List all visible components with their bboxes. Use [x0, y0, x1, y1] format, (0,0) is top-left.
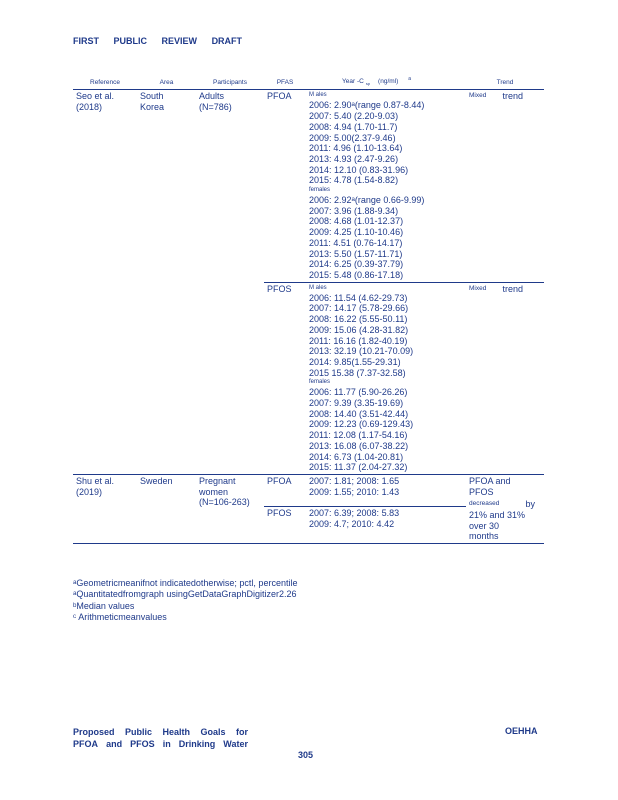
value-line: 2008: 4.94 (1.70-11.7) — [309, 121, 398, 132]
values-cell — [306, 282, 466, 474]
value-line: 2011: 4.96 (1.10-13.64) — [309, 143, 403, 154]
value-line: 2015: 11.37 (2.04-27.32) — [309, 462, 408, 473]
trend-line: over 30 — [469, 520, 500, 531]
participants-line: Pregnant — [199, 475, 236, 486]
footer-word: Health — [162, 727, 191, 737]
value-line: 2007: 1.81; 2008: 1.65 — [309, 475, 400, 486]
value-line: 2009: 4.25 (1.10-10.46) — [309, 227, 404, 238]
value-line: 2009: 5.00(2.37-9.46) — [309, 132, 396, 143]
value-line: 2007: 6.39; 2008: 5.83 — [309, 508, 400, 519]
trend-word: decreased — [469, 500, 500, 508]
col-pfas: PFAS — [264, 74, 306, 90]
draft-word: DRAFT — [211, 36, 243, 46]
participants-line: (N=106-263) — [199, 497, 250, 508]
value-line: 2006: 11.54 (4.62-29.73) — [309, 292, 408, 303]
col-participants: Participants — [196, 74, 264, 90]
trend-line: 21% and 31% — [469, 510, 526, 521]
value-line: 2008: 16.22 (5.55-50.11) — [309, 314, 408, 325]
area-line: South — [140, 91, 164, 102]
col-area: Area — [137, 74, 196, 90]
value-line: 2014: 6.25 (0.39-37.79) — [309, 259, 404, 270]
draft-header — [73, 36, 254, 46]
draft-word: REVIEW — [161, 36, 198, 46]
reference-cell — [73, 90, 137, 475]
footer-word: for — [236, 727, 248, 737]
value-line: 2006: 2.92ᵃ(range 0.66-9.99) — [309, 195, 425, 206]
value-line: 2007: 3.96 (1.88-9.34) — [309, 205, 399, 216]
footer-title-line — [73, 738, 248, 750]
footer-word: PFOS — [130, 739, 155, 749]
pfas-cell: PFOA — [264, 474, 306, 507]
value-line: 2007: 14.17 (5.78-29.66) — [309, 303, 409, 314]
footnote: ᵃGeometricmeanifnot indicatedotherwise; pctl, percentile — [73, 578, 298, 588]
footnote: ᵇMedian values — [73, 600, 135, 611]
trend-cell — [466, 474, 544, 543]
footer-word: Drinking — [178, 739, 216, 749]
participants-line: Adults — [199, 91, 225, 102]
value-line: 2013: 5.50 (1.57-11.71) — [309, 248, 403, 259]
col-reference: Reference — [73, 74, 137, 90]
trend-cell — [466, 282, 544, 474]
pfas-cell: PFOS — [264, 282, 306, 474]
page-number: 305 — [298, 750, 314, 760]
value-line: 2009: 1.55; 2010: 1.43 — [309, 486, 400, 497]
footer-word: Public — [125, 727, 153, 737]
footnote: ᶜ Arithmeticmeanvalues — [73, 611, 167, 622]
area-cell: Sweden — [137, 474, 196, 543]
footer-word: and — [106, 739, 123, 749]
value-line: 2014: 6.73 (1.04-20.81) — [309, 451, 404, 462]
value-line: 2006: 2.90ᵃ(range 0.87-8.44) — [309, 100, 425, 111]
col-concentration — [306, 74, 466, 90]
participants-cell — [196, 90, 264, 475]
values-cell — [306, 90, 466, 282]
footnotes — [73, 578, 297, 623]
draft-word: PUBLIC — [113, 36, 148, 46]
trend-line: PFOS — [469, 486, 494, 497]
participants-line: (N=786) — [199, 102, 232, 113]
group-label: M ales — [309, 284, 327, 291]
col-year-label: Year -C — [342, 78, 364, 86]
values-cell — [306, 474, 466, 507]
trend-cell — [466, 90, 544, 282]
table-row — [73, 90, 544, 282]
group-label: females — [309, 379, 331, 386]
value-line: 2007: 5.40 (2.20-9.03) — [309, 111, 399, 122]
values-cell — [306, 507, 466, 544]
table-row — [73, 474, 544, 507]
draft-word: FIRST — [73, 36, 99, 46]
footer-document-title — [73, 726, 248, 750]
footer-word: PFOA — [73, 739, 99, 749]
area-cell — [137, 90, 196, 475]
col-marker: a — [408, 76, 412, 82]
value-line: 2008: 14.40 (3.51-42.44) — [309, 408, 409, 419]
reference-line: (2019) — [76, 486, 103, 497]
trend-line: PFOA and — [469, 475, 511, 486]
participants-line: women — [199, 486, 229, 497]
group-label: females — [309, 187, 331, 194]
value-line: 2013: 4.93 (2.47-9.26) — [309, 153, 399, 164]
value-line: 2011: 16.16 (1.82-40.19) — [309, 335, 408, 346]
footer-word: in — [162, 739, 171, 749]
pfas-cell: PFOS — [264, 507, 306, 544]
value-line: 2011: 12.08 (1.17-54.16) — [309, 430, 408, 441]
reference-line: (2018) — [76, 102, 103, 113]
value-line: 2006: 11.77 (5.90-26.26) — [309, 387, 408, 398]
col-units: (ng/ml) — [378, 78, 399, 86]
pfas-trend-table — [73, 74, 544, 544]
reference-line: Shu et al. — [76, 475, 115, 486]
reference-cell — [73, 474, 137, 543]
footer-word: Proposed — [73, 727, 115, 737]
area-line: Korea — [140, 102, 165, 113]
table-header-row — [73, 74, 544, 90]
value-line: 2009: 4.7; 2010: 4.42 — [309, 519, 395, 530]
trend-word: Mixed — [469, 284, 487, 292]
footer-word: Water — [223, 739, 248, 749]
reference-line: Seo et al. — [76, 91, 115, 102]
col-sub: sp — [365, 81, 371, 87]
value-line: 2015: 4.78 (1.54-8.82) — [309, 175, 399, 186]
group-label: M ales — [309, 92, 327, 99]
value-line: 2011: 4.51 (0.76-14.17) — [309, 237, 403, 248]
value-line: 2014: 12.10 (0.83-31.96) — [309, 164, 409, 175]
participants-cell — [196, 474, 264, 543]
value-line: 2015 15.38 (7.37-32.58) — [309, 367, 406, 378]
value-line: 2008: 4.68 (1.01-12.37) — [309, 216, 404, 227]
footer-title-line — [73, 726, 248, 738]
col-trend: Trend — [466, 74, 544, 90]
trend-word: Mixed — [469, 92, 487, 100]
value-line: 2009: 12.23 (0.69-129.43) — [309, 419, 414, 430]
value-line: 2013: 32.19 (10.21-70.09) — [309, 346, 414, 357]
value-line: 2009: 15.06 (4.28-31.82) — [309, 324, 409, 335]
trend-word: trend — [502, 283, 523, 294]
value-line: 2013: 16.08 (6.07-38.22) — [309, 440, 409, 451]
pfas-cell: PFOA — [267, 91, 292, 102]
trend-line: months — [469, 531, 499, 542]
value-line: 2015: 5.48 (0.86-17.18) — [309, 270, 404, 280]
footnote: ᵃQuantitatedfromgraph usingGetDataGraphDigitizer2.26 — [73, 589, 297, 600]
value-line: 2007: 9.39 (3.35-19.69) — [309, 398, 404, 409]
footer-agency: OEHHA — [505, 726, 538, 736]
footer-word: Goals — [200, 727, 226, 737]
trend-word: trend — [502, 91, 523, 102]
trend-word: by — [525, 499, 535, 510]
value-line: 2014: 9.85(1.55-29.31) — [309, 356, 401, 367]
